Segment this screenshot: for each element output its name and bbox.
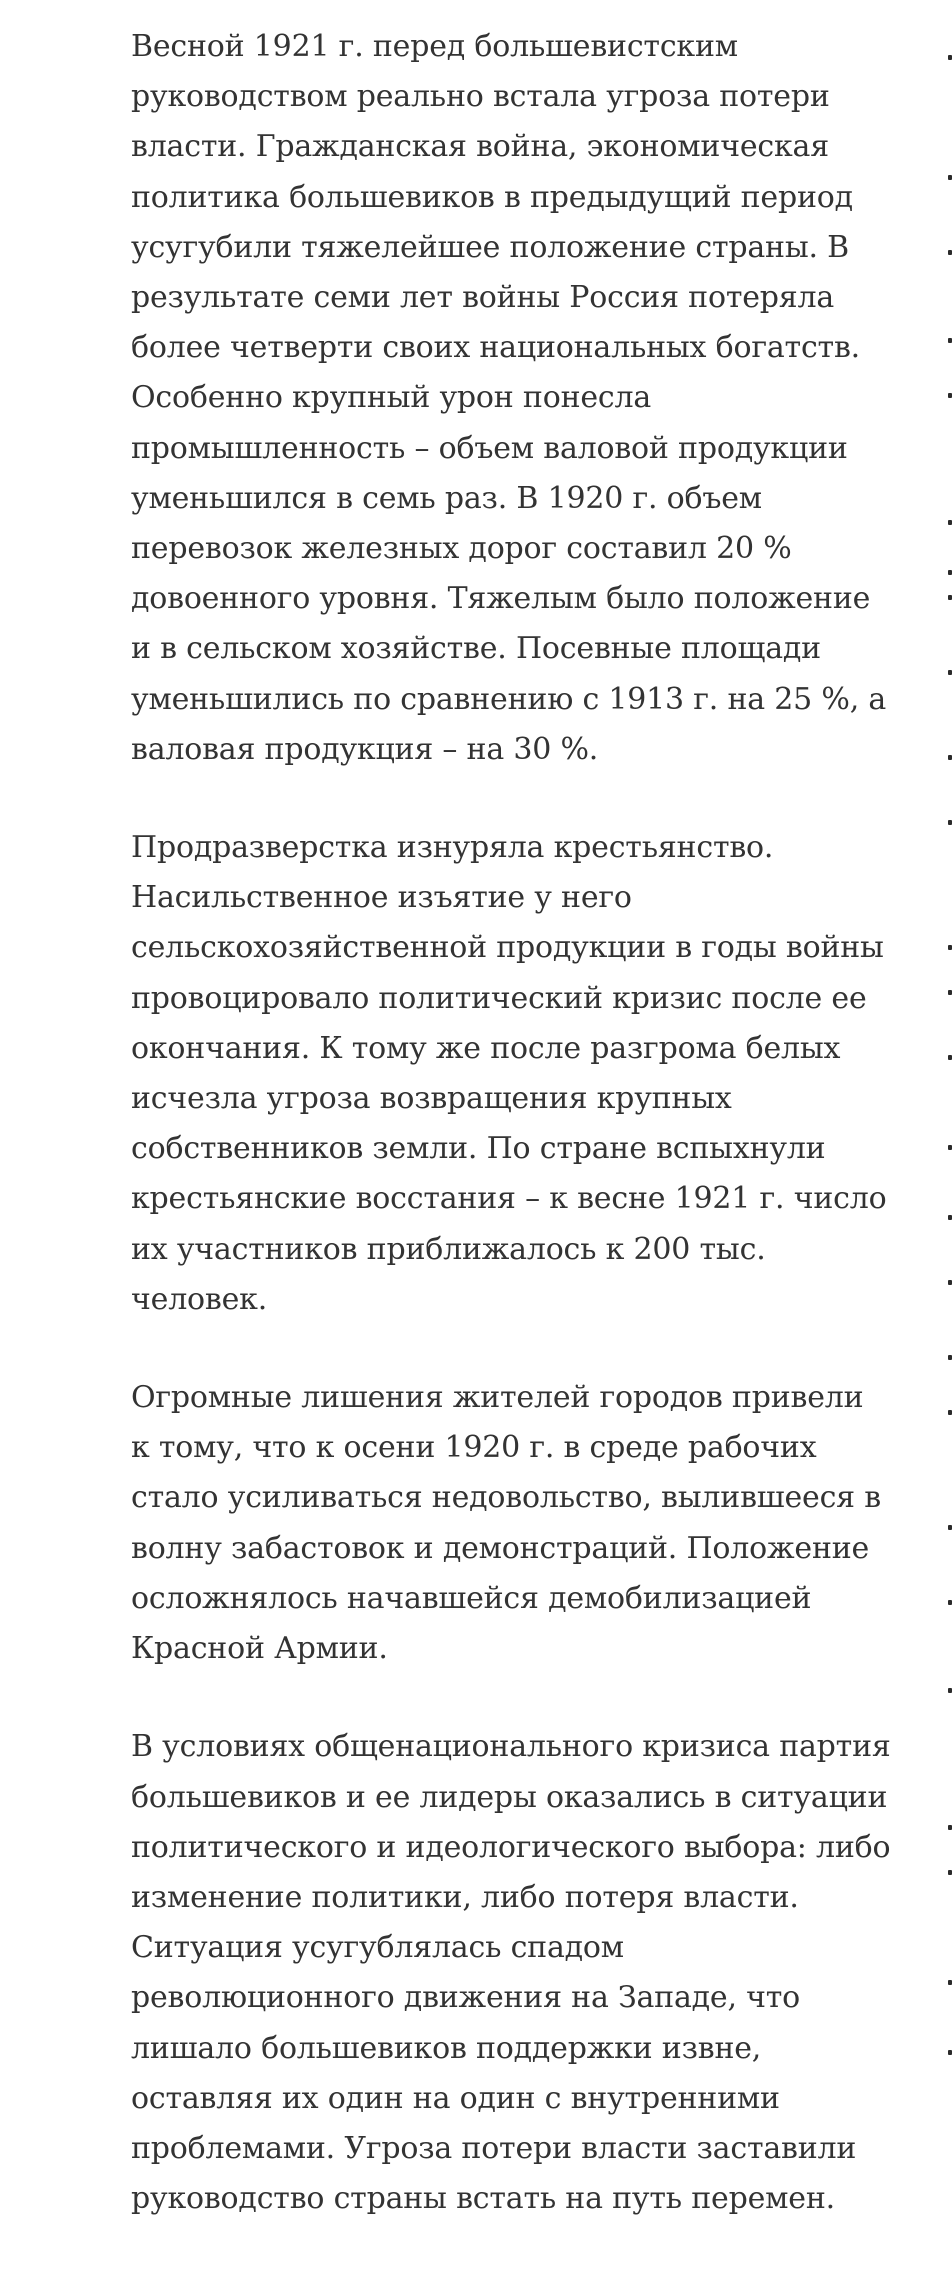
paragraph-2: Продразверстка изнуряла крестьянство. Насильственное изъятие у него сельскохозяйственной продукции в годы войны провоцировало политический кризис после ее окончания. К тому же после разгрома белых исчезла угроза возвращения крупных собственников земли. По стране вспыхнули крестьянские восстания – к весне 1921 г. число их участников приближалось к 200 тыс. человек. xyxy=(131,830,887,1317)
edge-mark xyxy=(948,595,952,600)
edge-mark xyxy=(948,393,952,398)
edge-mark xyxy=(948,1825,952,1830)
edge-mark xyxy=(948,945,952,950)
paragraph-4: В условиях общенационального кризиса партия большевиков и ее лидеры оказались в ситуации политического и идеологического выбора: либо изменение политики, либо потеря власти. Ситуация усугублялась спадом революционного движения на Западе, что лишало большевиков поддержки извне, оставляя их один на один с внутренними проблемами. Угроза потери власти заставили руководство страны встать на путь перемен. xyxy=(131,1729,891,2217)
edge-mark xyxy=(948,1215,952,1220)
edge-mark xyxy=(948,2050,952,2055)
edge-mark xyxy=(948,670,952,675)
edge-mark xyxy=(948,338,952,343)
edge-mark xyxy=(948,55,952,60)
edge-mark xyxy=(948,1600,952,1605)
edge-mark xyxy=(948,1525,952,1530)
edge-mark xyxy=(948,1355,952,1360)
edge-mark xyxy=(948,1688,952,1693)
edge-mark xyxy=(948,250,952,255)
edge-mark xyxy=(948,520,952,525)
edge-mark xyxy=(948,755,952,760)
right-edge-marks xyxy=(944,0,952,2145)
edge-mark xyxy=(948,1870,952,1875)
edge-mark xyxy=(948,1280,952,1285)
edge-mark xyxy=(948,570,952,575)
paragraph-3: Огромные лишения жителей городов привели к тому, что к осени 1920 г. в среде рабочих стало усиливаться недовольство, вылившееся в волну забастовок и демонстраций. Положение осложнялось начавшейся демобилизацией Красной Армии. xyxy=(131,1380,881,1667)
paragraph-1: Весной 1921 г. перед большевистским руководством реально встала угроза потери власти. Гражданская война, экономическая политика большевиков в предыдущий период усугубили тяжелейшее положение страны. В результате семи лет войны Россия потеряла более четверти своих национальных богатств. Особенно крупный урон понесла промышленность – объем валовой продукции уменьшился в семь раз. В 1920 г. объем перевозок железных дорог составил 20 % довоенного уровня. Тяжелым было положение и в сельском хозяйстве. Посевные площади уменьшились по сравнению с 1913 г. на 25 %, а валовая продукция – на 30 %. xyxy=(131,29,887,767)
edge-mark xyxy=(948,1055,952,1060)
edge-mark xyxy=(948,1980,952,1985)
edge-mark xyxy=(948,1410,952,1415)
edge-mark xyxy=(948,820,952,825)
article-body xyxy=(131,22,891,2272)
edge-mark xyxy=(948,990,952,995)
edge-mark xyxy=(948,1145,952,1150)
edge-mark xyxy=(948,175,952,180)
